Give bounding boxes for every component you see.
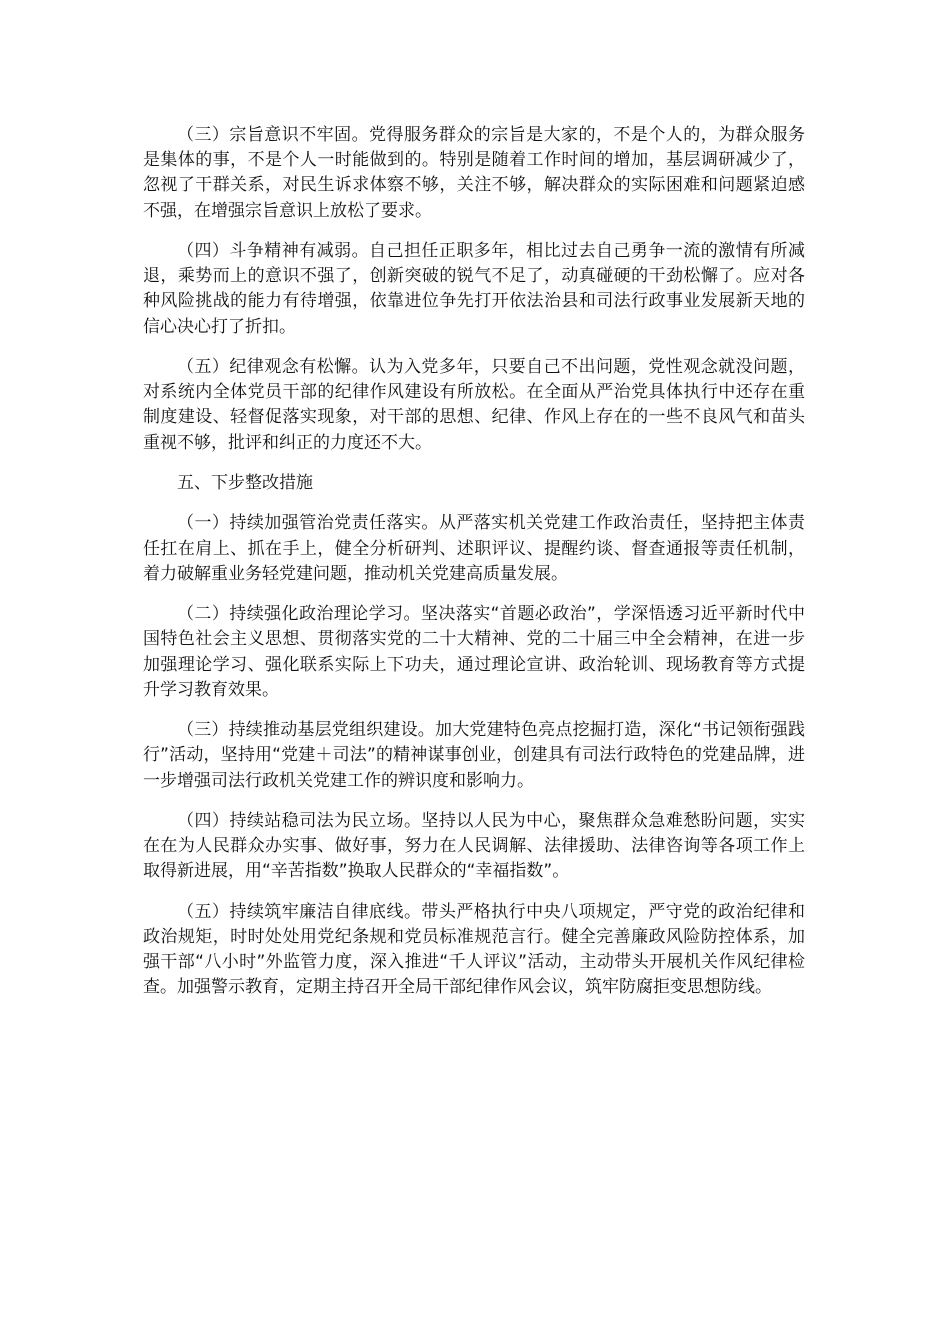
document-page: [143, 123, 805, 1016]
paragraph-lianjie-zilv: （五）持续筑牢廉洁自律底线。带头严格执行中央八项规定，严守党的政治纪律和政治规矩，时时处处用党纪条规和党员标准规范言行。健全完善廉政风险防控体系，加强干部“八小时”外监管力度，深入推进“千人评议”活动，主动带头开展机关作风纪律检查。加强警示教育，定期主持召开全局干部纪律作风会议，筑牢防腐拒变思想防线。: [143, 901, 805, 998]
paragraph-douzheng-jingshen: （四）斗争精神有减弱。自己担任正职多年，相比过去自己勇争一流的激情有所减退，乘势而上的意识不强了，创新突破的锐气不足了，动真碰硬的干劲松懈了。应对各种风险挑战的能力有待增强，依靠进位争先打开依法治县和司法行政事业发展新天地的信心决心打了折扣。: [143, 241, 805, 337]
section-heading-zhenggai-cuoshi: 五、下步整改措施: [177, 473, 313, 493]
paragraph-zongzhi-yishi: （三）宗旨意识不牢固。党得服务群众的宗旨是大家的，不是个人的，为群众服务是集体的事，不是个人一时能做到的。特别是随着工作时间的增加，基层调研减少了，忽视了干群关系，对民生诉求体察不够，关注不够，解决群众的实际困难和问题紧迫感不强，在增强宗旨意识上放松了要求。: [143, 125, 805, 221]
paragraph-jilv-guannian: （五）纪律观念有松懈。认为入党多年，只要自己不出问题，党性观念就没问题，对系统内全体党员干部的纪律作风建设有所放松。在全面从严治党具体执行中还存在重制度建设、轻督促落实现象，对干部的思想、纪律、作风上存在的一些不良风气和苗头重视不够，批评和纠正的力度还不大。: [143, 357, 805, 453]
paragraph-zhidang-zeren: （一）持续加强管治党责任落实。从严落实机关党建工作政治责任，坚持把主体责任扛在肩上、抓在手上，健全分析研判、述职评议、提醒约谈、督查通报等责任机制，着力破解重业务轻党建问题，推动机关党建高质量发展。: [143, 513, 805, 584]
paragraph-zhengzhi-lilun: （二）持续强化政治理论学习。坚决落实“首题必政治”，学深悟透习近平新时代中国特色社会主义思想、贯彻落实党的二十大精神、党的二十届三中全会精神，在进一步加强理论学习、强化联系实际上下功夫，通过理论宣讲、政治轮训、现场教育等方式提升学习教育效果。: [143, 604, 805, 700]
paragraph-jiceng-dangzuzhi: （三）持续推动基层党组织建设。加大党建特色亮点挖掘打造，深化“书记领衔强践行”活动，坚持用“党建＋司法”的精神谋事创业，创建具有司法行政特色的党建品牌，进一步增强司法行政机关党建工作的辨识度和影响力。: [143, 720, 805, 791]
paragraph-sifa-weimin: （四）持续站稳司法为民立场。坚持以人民为中心，聚焦群众急难愁盼问题，实实在在为人民群众办实事、做好事，努力在人民调解、法律援助、法律咨询等各项工作上取得新进展，用“辛苦指数”换取人民群众的“幸福指数”。: [143, 810, 805, 882]
